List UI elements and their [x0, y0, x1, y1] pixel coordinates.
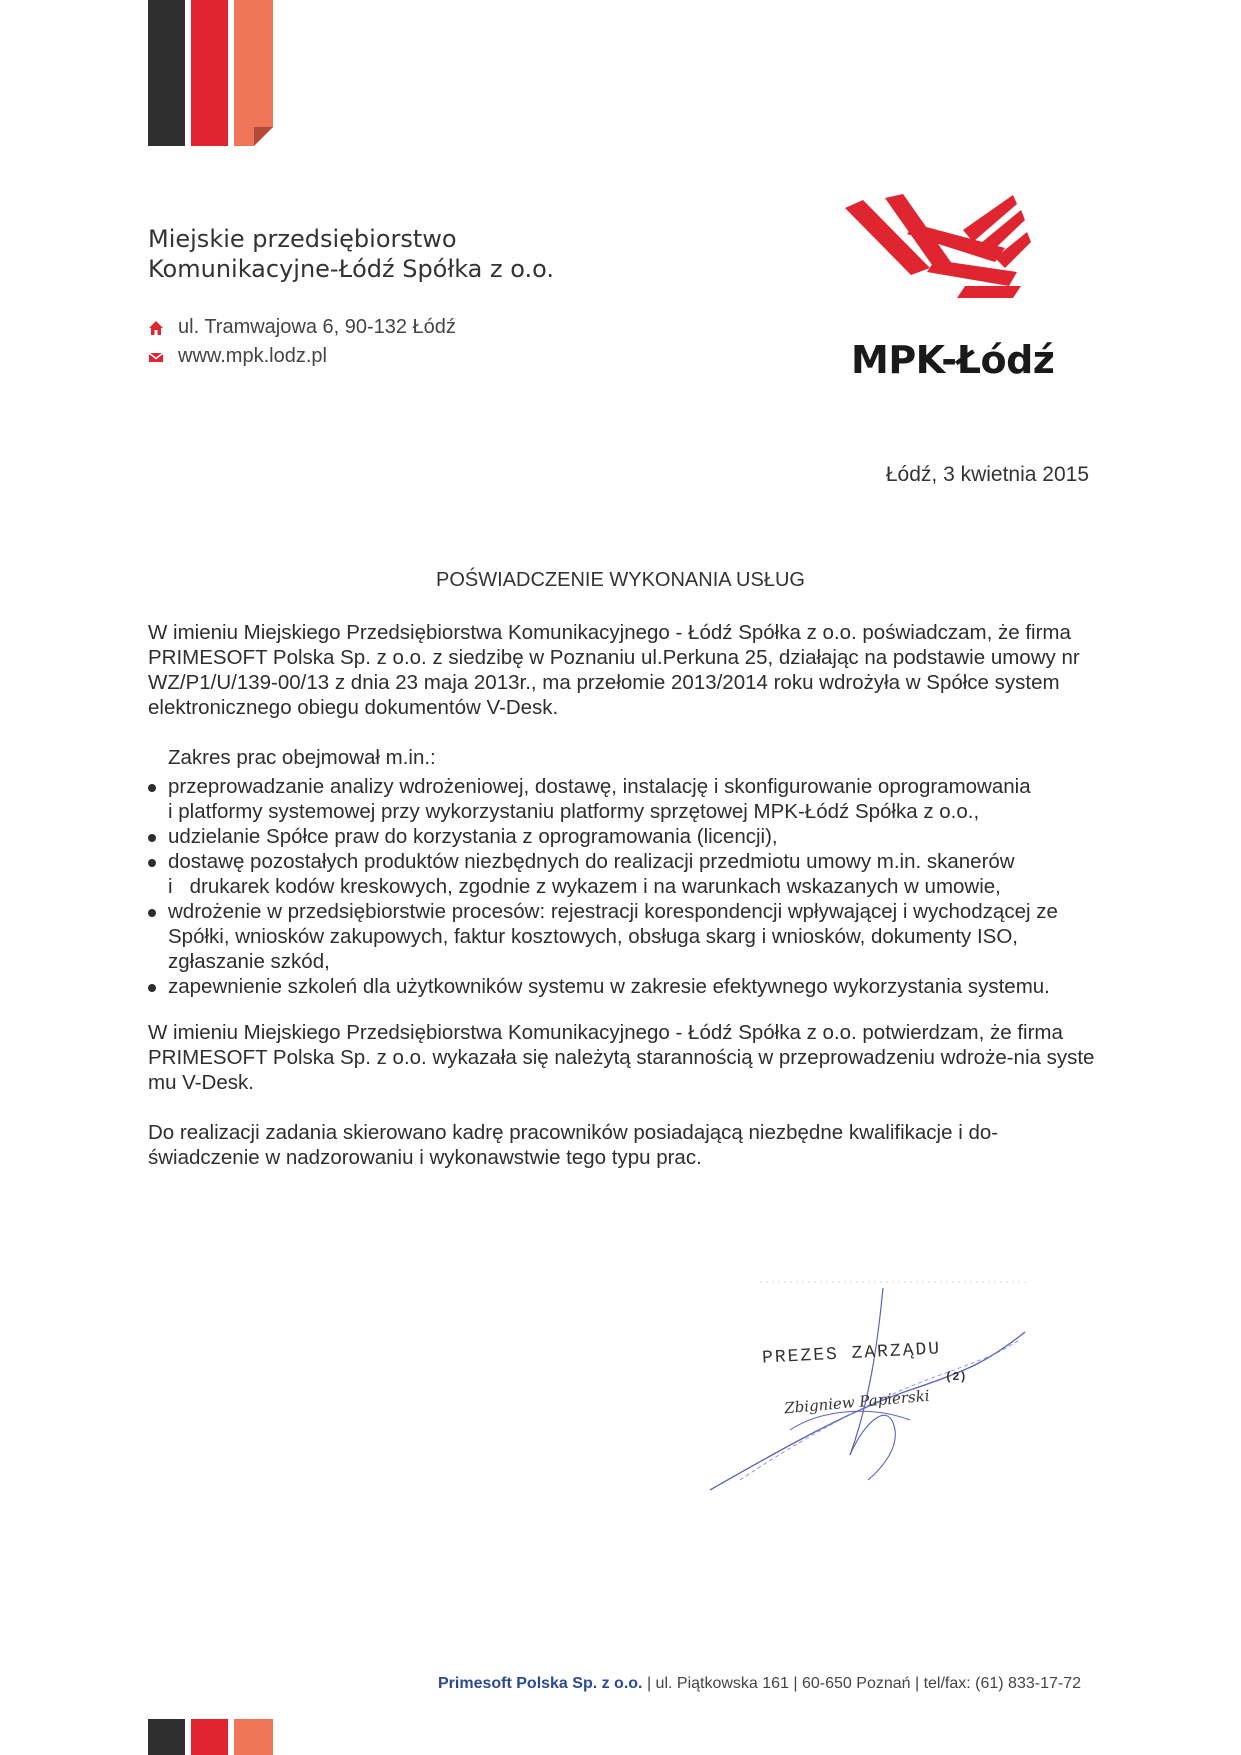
- list-item-line: udzielanie Spółce praw do korzystania z oprogramowania (licencji),: [168, 825, 778, 848]
- list-item: [148, 899, 1083, 974]
- company-name-line1: Miejskie przedsiębiorstwo: [148, 225, 457, 253]
- footer-company: Primesoft Polska Sp. z o.o.: [438, 1675, 643, 1692]
- letter-date: Łódź, 3 kwietnia 2015: [885, 463, 1089, 486]
- stamp-number: (2): [945, 1370, 967, 1384]
- list-item-line: dostawę pozostałych produktów niezbędnych do realizacji przedmiotu umowy m.in. skanerów: [168, 850, 1015, 873]
- company-name: [148, 224, 554, 284]
- logo-text: MPK-Łódź: [851, 338, 1055, 382]
- bottom-bar-salmon: [234, 1719, 273, 1755]
- paragraph-intro: [148, 620, 1083, 720]
- company-name-line2: Komunikacyjne-Łódź Spółka z o.o.: [148, 255, 555, 283]
- list-item-line: wdrożenie w przedsiębiorstwie procesów: rejestracji korespondencji wpływającej i wychodzącej ze: [168, 900, 1058, 923]
- list-item: [148, 974, 1083, 999]
- top-bar-dark: [148, 0, 185, 146]
- mail-icon: [148, 349, 164, 365]
- stamp-name: Zbigniew Papierski: [783, 1386, 931, 1418]
- top-bar-salmon: [234, 0, 273, 146]
- footer-details: | ul. Piątkowska 161 | 60-650 Poznań | tel/fax: (61) 833-17-72: [642, 1675, 1081, 1692]
- list-item-line: zgłaszanie szkód,: [168, 950, 330, 973]
- paragraph-line: WZ/P1/U/139-00/13 z dnia 23 maja 2013r., ma przełomie 2013/2014 roku wdrożyła w Spółce system: [148, 671, 1060, 694]
- bottom-bar-red: [191, 1719, 228, 1755]
- paragraph-line: W imieniu Miejskiego Przedsiębiorstwa Komunikacyjnego - Łódź Spółka z o.o. poświadczam, że firma: [148, 621, 1071, 644]
- paragraph-line: W imieniu Miejskiego Przedsiębiorstwa Komunikacyjnego - Łódź Spółka z o.o. potwierdzam, że firma: [148, 1021, 1063, 1044]
- footer: [0, 1675, 1081, 1693]
- bottom-bar-dark: [148, 1719, 185, 1755]
- list-item-line: przeprowadzanie analizy wdrożeniowej, dostawę, instalację i skonfigurowanie oprogramowania: [168, 775, 1031, 798]
- top-bar-red: [191, 0, 228, 146]
- paragraph-line: świadczenie w nadzorowaniu i wykonawstwie tego typu prac.: [148, 1146, 702, 1169]
- scope-intro: Zakres prac obejmował m.in.:: [168, 746, 436, 769]
- address-line: [148, 316, 456, 339]
- home-icon: [148, 320, 164, 336]
- website-link[interactable]: www.mpk.lodz.pl: [178, 345, 327, 367]
- list-item: [148, 774, 1083, 824]
- list-item-line: Spółki, wniosków zakupowych, faktur kosztowych, obsługa skarg i wniosków, dokumenty ISO,: [168, 925, 1018, 948]
- paragraph-line: PRIMESOFT Polska Sp. z o.o. z siedzibę w Poznaniu ul.Perkuna 25, działając na podstawie umowy nr: [148, 646, 1080, 669]
- list-item: [148, 849, 1083, 899]
- bullet-icon: [148, 984, 156, 992]
- paragraph-line: Do realizacji zadania skierowano kadrę pracowników posiadającą niezbędne kwalifikacje i do-: [148, 1121, 999, 1144]
- paragraph-line: PRIMESOFT Polska Sp. z o.o. wykazała się należytą starannością w przeprowadzeniu wdroże-nia syste: [148, 1046, 1095, 1069]
- address-text: ul. Tramwajowa 6, 90-132 Łódź: [178, 316, 456, 338]
- bullet-icon: [148, 784, 156, 792]
- bullet-icon: [148, 859, 156, 867]
- paragraph-line: elektronicznego obiegu dokumentów V-Desk.: [148, 696, 559, 719]
- paragraph-line: mu V-Desk.: [148, 1071, 254, 1094]
- website-line: [148, 345, 327, 368]
- list-item-line: i platformy systemowej przy wykorzystaniu platformy sprzętowej MPK-Łódź Spółka z o.o.,: [168, 800, 980, 823]
- bullet-icon: [148, 834, 156, 842]
- list-item-line: zapewnienie szkoleń dla użytkowników systemu w zakresie efektywnego wykorzystania systemu.: [168, 975, 1050, 998]
- document-title: POŚWIADCZENIE WYKONANIA USŁUG: [436, 569, 805, 591]
- list-item: [148, 824, 1083, 849]
- scope-list: [148, 774, 1083, 999]
- paragraph-confirmation: [148, 1020, 1095, 1095]
- stamp-title: PREZES ZARZĄDU: [761, 1339, 942, 1369]
- paragraph-staff: [148, 1120, 1083, 1170]
- bullet-icon: [148, 909, 156, 917]
- list-item-line: i drukarek kodów kreskowych, zgodnie z wykazem i na warunkach wskazanych w umowie,: [168, 875, 1001, 898]
